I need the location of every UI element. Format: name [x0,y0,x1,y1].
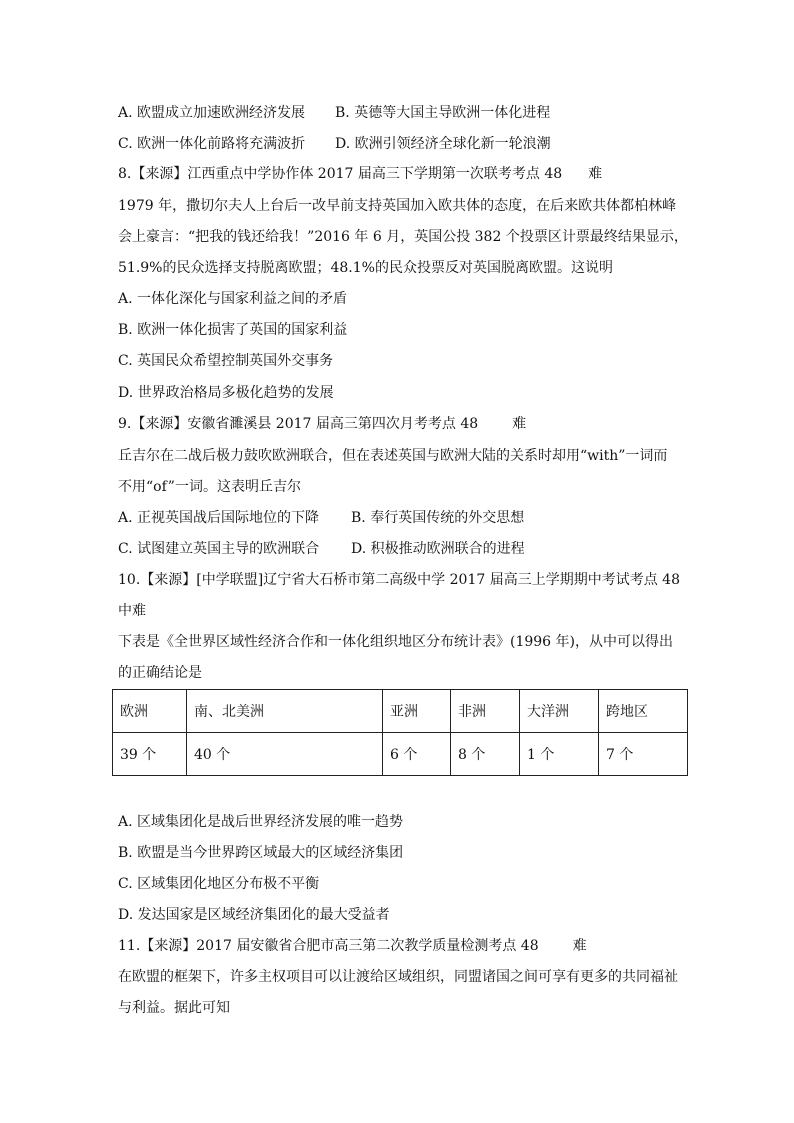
q10-option-c: C. 区域集团化地区分布极不平衡 [118,876,320,892]
table-header-cell: 非洲 [451,690,520,733]
q9-option-row-1 [118,508,525,528]
q9-source: 9.【来源】安徽省濉溪县 2017 届高三第四次月考考点 48 [118,416,479,432]
table-header-cell: 亚洲 [383,690,451,733]
q10-stem-line-1: 下表是《全世界区域性经济合作和一体化组织地区分布统计表》(1996 年)，从中可以得出 [118,634,674,650]
q9-option-b: B. 奉行英国传统的外交思想 [351,510,525,526]
q8-option-b: B. 欧洲一体化损害了英国的国家利益 [118,322,348,338]
q8-option-a: A. 一体化深化与国家利益之间的矛盾 [118,291,348,307]
q9-difficulty: 难 [512,416,527,432]
q7-option-b: B. 英德等大国主导欧洲一体化进程 [335,105,551,121]
q7-option-c: C. 欧洲一体化前路将充满波折 [118,136,306,152]
table-cell: 40 个 [187,733,383,776]
q9-option-a: A. 正视英国战后国际地位的下降 [118,510,320,526]
q9-option-c: C. 试图建立英国主导的欧洲联合 [118,541,320,557]
q11-stem-line-2: 与利益。据此可知 [118,1000,230,1016]
q10-header: 10.【来源】[中学联盟]辽宁省大石桥市第二高级中学 2017 届高三上学期期中考试考点 48 [118,572,680,588]
q8-difficulty: 难 [588,166,603,182]
q8-source: 8.【来源】江西重点中学协作体 2017 届高三下学期第一次联考考点 48 [118,166,563,182]
q10-option-a: A. 区域集团化是战后世界经济发展的唯一趋势 [118,814,404,830]
table-cell: 8 个 [451,733,520,776]
table-header-cell: 南、北美洲 [187,690,383,733]
q9-option-row-2 [118,539,525,559]
table-header-cell: 跨地区 [599,690,688,733]
q9-stem-line-1: 丘吉尔在二战后极力鼓吹欧洲联合，但在表述英国与欧洲大陆的关系时却用“with”一词而 [118,448,668,464]
q7-option-row-1 [118,103,551,123]
q7-option-row-2 [118,134,551,154]
table-cell: 7 个 [599,733,688,776]
q7-option-a: A. 欧盟成立加速欧洲经济发展 [118,105,306,121]
table-header-row [113,690,688,733]
q8-option-c: C. 英国民众希望控制英国外交事务 [118,353,334,369]
table-cell: 1 个 [520,733,599,776]
table-cell: 39 个 [113,733,187,776]
q10-option-d: D. 发达国家是区域经济集团化的最大受益者 [118,907,390,923]
q7-option-d: D. 欧洲引领经济全球化新一轮浪潮 [335,136,551,152]
q10-stem-line-2: 的正确结论是 [118,665,202,681]
q8-option-d: D. 世界政治格局多极化趋势的发展 [118,385,334,401]
q8-stem-line-3: 51.9%的民众选择支持脱离欧盟；48.1%的民众投票反对英国脱离欧盟。这说明 [118,260,613,276]
q9-header [118,414,526,434]
q11-source: 11.【来源】2017 届安徽省合肥市高三第二次教学质量检测考点 48 [118,938,539,954]
q11-stem-line-1: 在欧盟的框架下，许多主权项目可以让渡给区域组织，同盟诸国之间可享有更多的共同福祉 [118,969,678,985]
table-cell: 6 个 [383,733,451,776]
q10-option-b: B. 欧盟是当今世界跨区域最大的区域经济集团 [118,845,404,861]
table-header-cell: 欧洲 [113,690,187,733]
q11-difficulty: 难 [572,938,587,954]
q10-difficulty: 中难 [118,603,146,619]
table-row [113,733,688,776]
q8-header [118,164,602,184]
q11-header [118,936,587,956]
q9-option-d: D. 积极推动欧洲联合的进程 [351,541,525,557]
region-distribution-table [112,689,688,776]
q9-stem-line-2: 不用“of”一词。这表明丘吉尔 [118,479,301,495]
q8-stem-line-1: 1979 年，撒切尔夫人上台后一改早前支持英国加入欧共体的态度，在后来欧共体都柏林峰 [118,198,677,214]
q8-stem-line-2: 会上豪言：“把我的钱还给我！”2016 年 6 月，英国公投 382 个投票区计票最终结果显示， [118,229,688,245]
table-header-cell: 大洋洲 [520,690,599,733]
